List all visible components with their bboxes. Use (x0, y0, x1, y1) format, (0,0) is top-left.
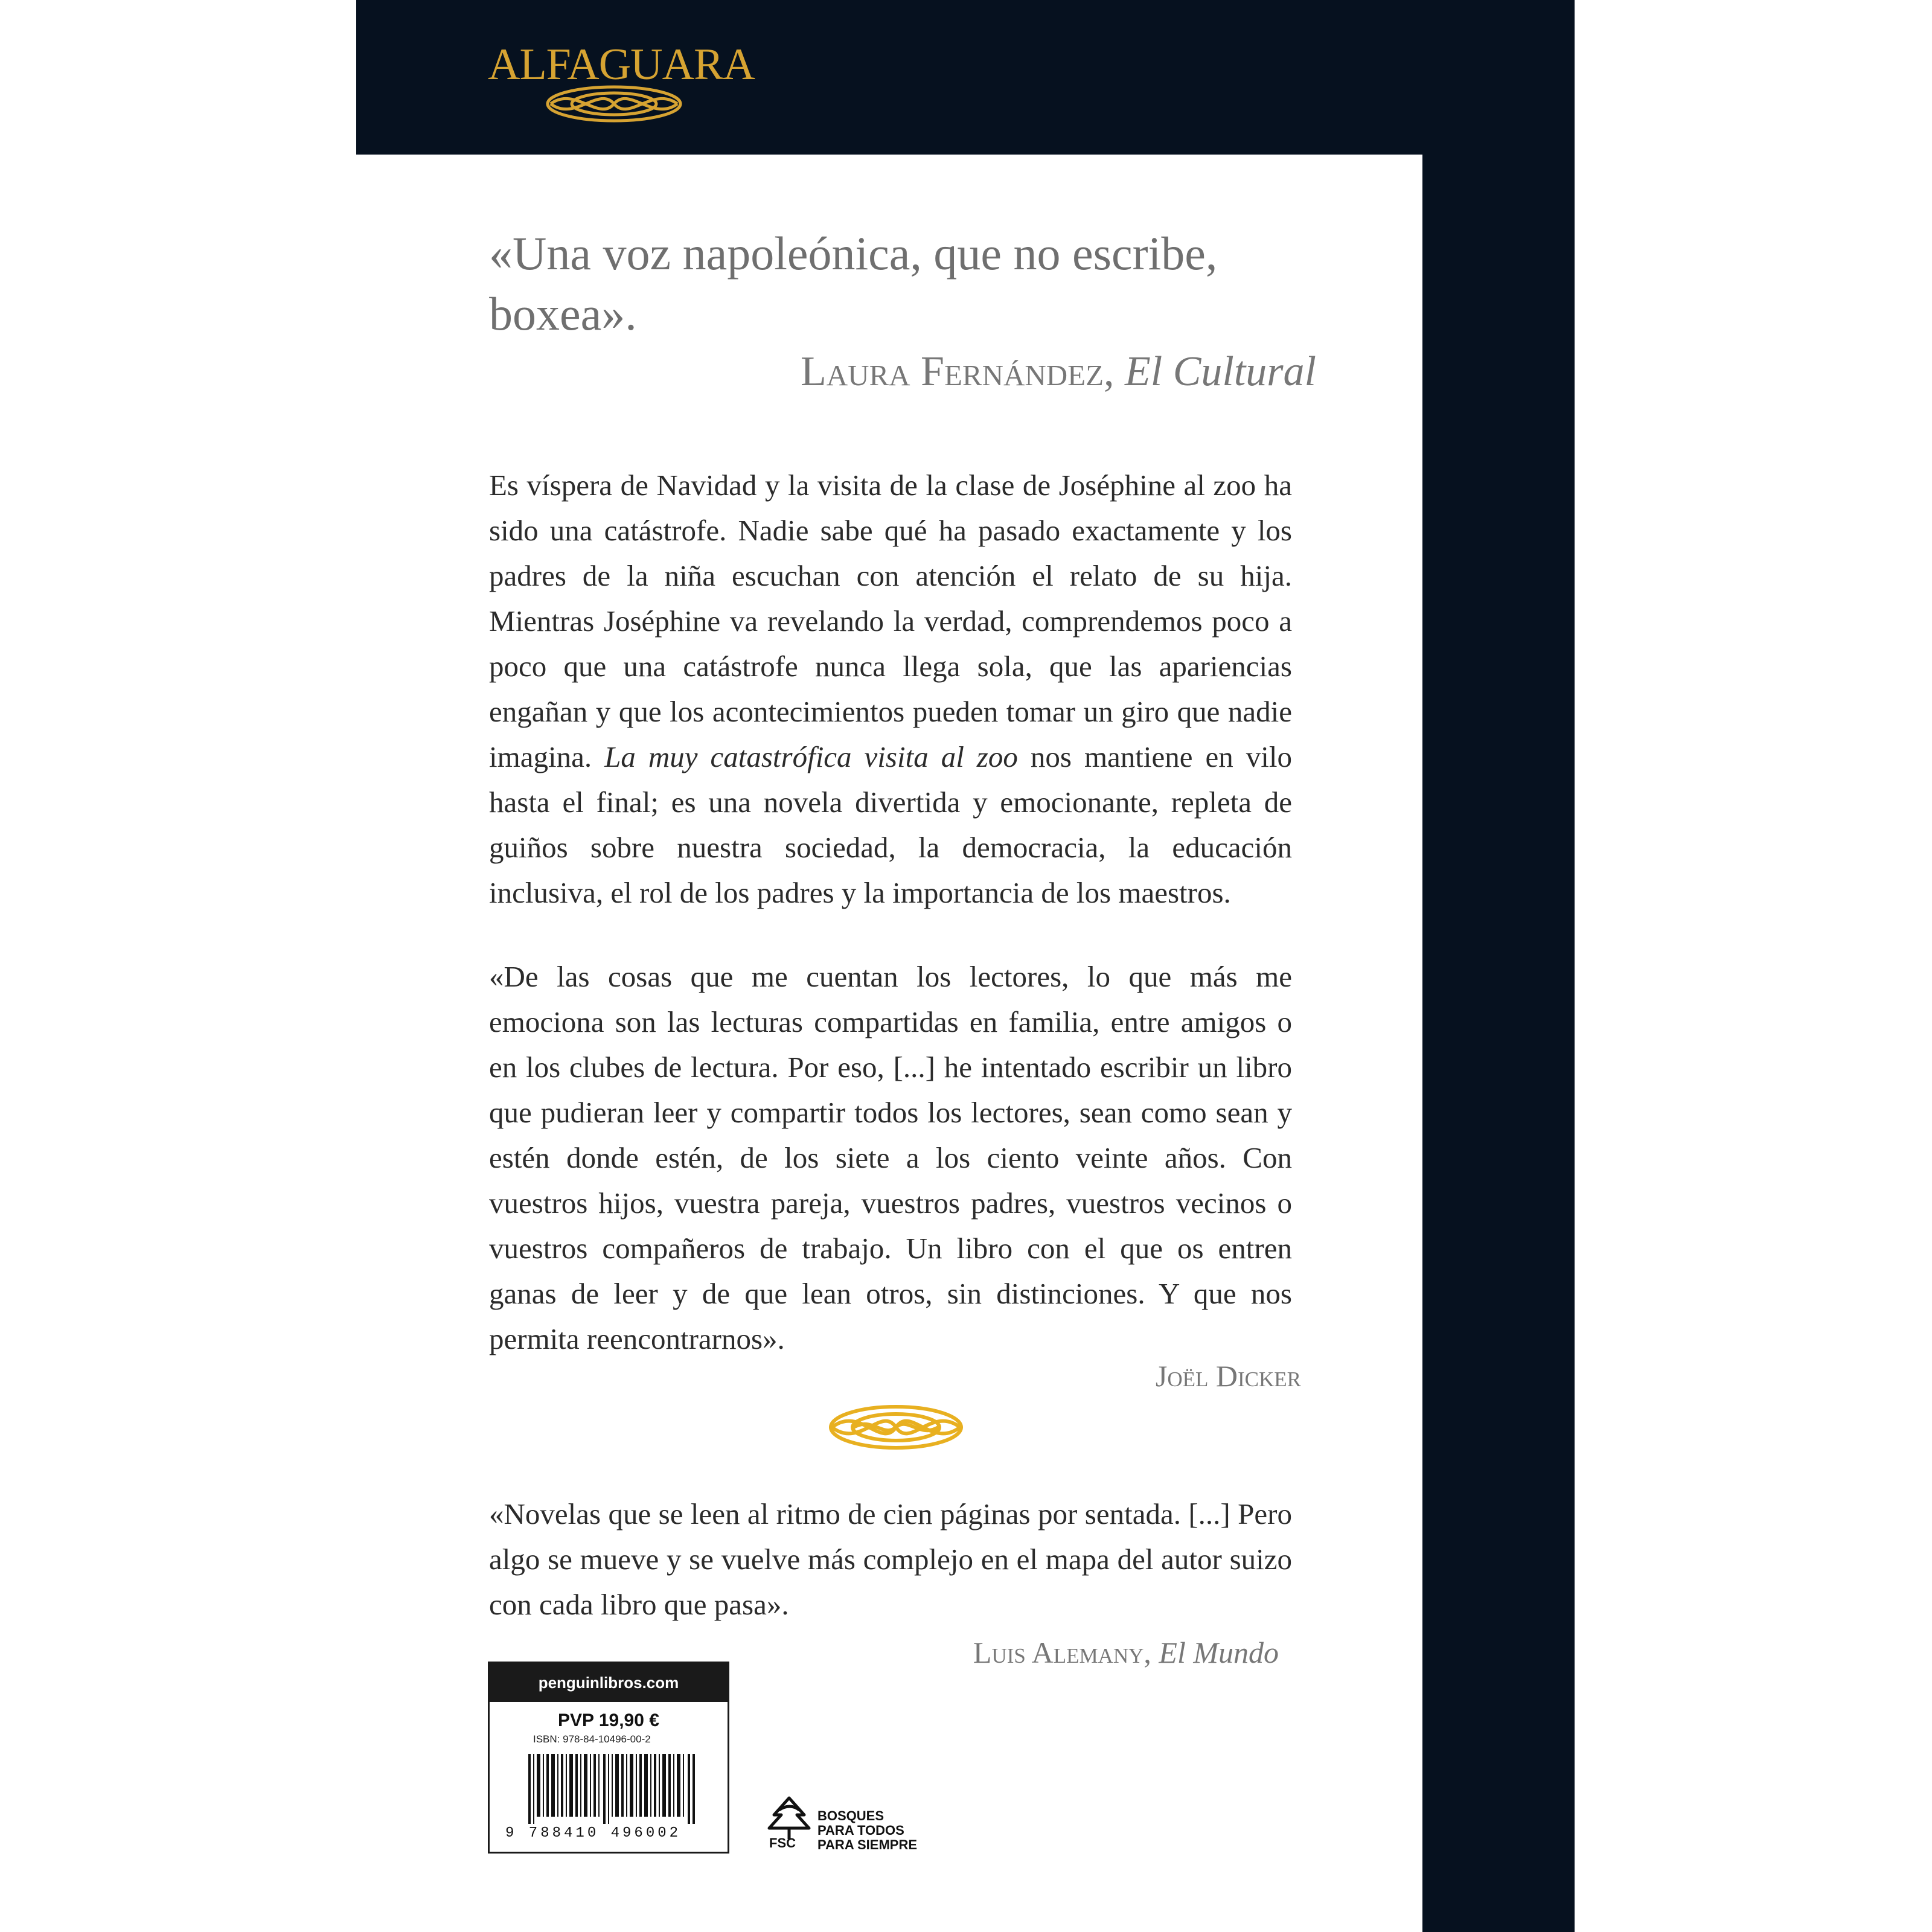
barcode-icon (528, 1754, 697, 1824)
synopsis-text-start: Es víspera de Navidad y la visita de la clase de Joséphine al zoo ha sido una catástrofe. Nadie sabe qué ha pasado exactamente y los padres de la niña escuchan con atención el relato de su hija. Mientras Joséphine va revelando la verdad, comprendemos poco a poco que una catástrofe nunca llega sola, que las apariencias engañan y que los acontecimientos pueden tomar un giro que nadie imagina. (489, 469, 1292, 773)
press-quote-author: Luis Alemany, (973, 1636, 1151, 1669)
press-quote-attribution (973, 1635, 1279, 1670)
price-label: PVP 19,90 € (558, 1710, 659, 1730)
fsc-claim-line-2: PARA TODOS (817, 1823, 904, 1838)
press-quote: «Novelas que se leen al ritmo de cien páginas por sentada. [...] Pero algo se mueve y se vuelve más complejo en el mapa del autor suizo con cada libro que pasa». (489, 1497, 1292, 1621)
press-quote-source: El Mundo (1159, 1636, 1279, 1669)
price-barcode-box (488, 1662, 729, 1854)
author-quote-author: Joël Dicker (1155, 1359, 1301, 1393)
fsc-claim (817, 1809, 917, 1852)
synopsis-paragraph (489, 462, 1292, 915)
isbn-label: ISBN: 978-84-10496-00-2 (533, 1733, 651, 1745)
synopsis-text-end: nos mantiene en vilo hasta el final; es una novela divertida y emocionante, repleta de guiños sobre nuestra sociedad, la democracia, la educación inclusiva, el rol de los padres y la importancia de los maestros. (489, 740, 1292, 909)
fsc-tree-icon (762, 1793, 816, 1841)
fsc-claim-line-3: PARA SIEMPRE (817, 1837, 918, 1852)
book-title: La muy catastrófica visita al zoo (604, 740, 1018, 773)
publisher-logo (488, 37, 755, 134)
fsc-label: FSC (769, 1835, 796, 1850)
barcode-digits: 9 788410 496002 (505, 1825, 682, 1841)
author-quote: «De las cosas que me cuentan los lectores, lo que más me emociona son las lecturas compartidas en familia, entre amigos o en los clubes de lectura. Por eso, [...] he intentado escribir un libro que pudieran leer y compartir todos los lectores, sean como sean y estén donde estén, de los siete a los ciento veinte años. Con vuestros hijos, vuestra pareja, vuestros padres, vuestros vecinos o vuestros compañeros de trabajo. Un libro con el que os entren ganas de leer y de que lean otros, sin distinciones. Y que nos permita reencontrarnos». (489, 960, 1292, 1355)
top-quote-attribution (801, 348, 1316, 396)
top-quote-author: Laura Fernández, (800, 348, 1115, 395)
logo-flourish-icon (539, 80, 689, 128)
publisher-logo-text: ALFAGUARA (488, 40, 755, 89)
website-label: penguinlibros.com (490, 1663, 728, 1702)
top-quote-source: El Cultural (1125, 348, 1316, 395)
flourish-ornament-icon (824, 1398, 968, 1456)
fsc-claim-line-1: BOSQUES (817, 1808, 884, 1823)
top-review-quote: «Una voz napoleónica, que no escribe, boxea». (489, 227, 1218, 340)
author-quote-attribution (1156, 1358, 1301, 1393)
